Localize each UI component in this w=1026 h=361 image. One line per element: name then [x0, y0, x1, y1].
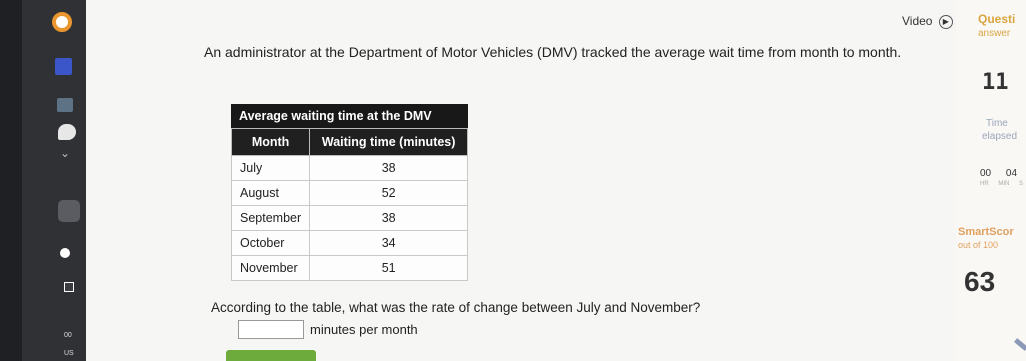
sidebar-edge [0, 0, 22, 361]
time-sub: elapsed [982, 131, 1018, 142]
month-cell: July [232, 156, 310, 181]
dot-icon[interactable] [60, 248, 70, 258]
main-content [86, 0, 956, 361]
month-cell: October [232, 231, 310, 256]
box-icon[interactable] [64, 282, 74, 292]
sidebar-small-label: US [64, 350, 74, 357]
blue-square-icon[interactable] [55, 58, 72, 75]
value-cell: 38 [310, 206, 468, 231]
answer-input[interactable] [238, 320, 304, 339]
smartscore-label: SmartScor [958, 226, 1014, 238]
time-units: HR MIN S [980, 181, 1023, 187]
value-cell: 52 [310, 181, 468, 206]
month-cell: November [232, 256, 310, 281]
video-link[interactable] [902, 14, 953, 29]
smartscore-sub: out of 100 [958, 240, 999, 250]
value-cell: 34 [310, 231, 468, 256]
month-cell: August [232, 181, 310, 206]
column-header: Waiting time (minutes) [310, 129, 468, 156]
chat-bubble-icon[interactable] [58, 124, 76, 140]
table-row [232, 181, 468, 206]
column-header: Month [232, 129, 310, 156]
table-row [232, 156, 468, 181]
table-row [232, 256, 468, 281]
record-icon[interactable] [52, 12, 72, 32]
sidebar-small-label: 00 [64, 332, 72, 339]
answer-unit: minutes per month [310, 322, 418, 337]
table-row [232, 231, 468, 256]
question-text: According to the table, what was the rate of change between July and November? [211, 300, 701, 315]
questions-label: Questi [978, 12, 1016, 26]
app-square-icon[interactable] [58, 200, 80, 222]
value-cell: 51 [310, 256, 468, 281]
left-sidebar [0, 0, 86, 361]
value-cell: 38 [310, 156, 468, 181]
time-values: 00 04 [980, 168, 1018, 179]
questions-sub: answer [978, 28, 1011, 39]
table-row [232, 206, 468, 231]
questions-count: 11 [982, 70, 1009, 95]
video-label: Video [902, 14, 933, 28]
time-label: Time [986, 118, 1008, 129]
image-icon[interactable] [57, 98, 73, 112]
submit-button[interactable] [226, 350, 316, 361]
table-caption: Average waiting time at the DMV [231, 104, 468, 128]
problem-statement: An administrator at the Department of Motor Vehicles (DMV) tracked the average wait time from month to month. [204, 44, 902, 60]
smartscore-value: 63 [964, 266, 996, 297]
month-cell: September [232, 206, 310, 231]
progress-panel [956, 0, 1026, 361]
pencil-icon[interactable] [1014, 338, 1026, 351]
chevron-down-icon[interactable]: ⌄ [60, 146, 71, 160]
answer-row [238, 320, 418, 339]
play-icon: ▶ [939, 15, 953, 29]
data-table [231, 104, 468, 281]
